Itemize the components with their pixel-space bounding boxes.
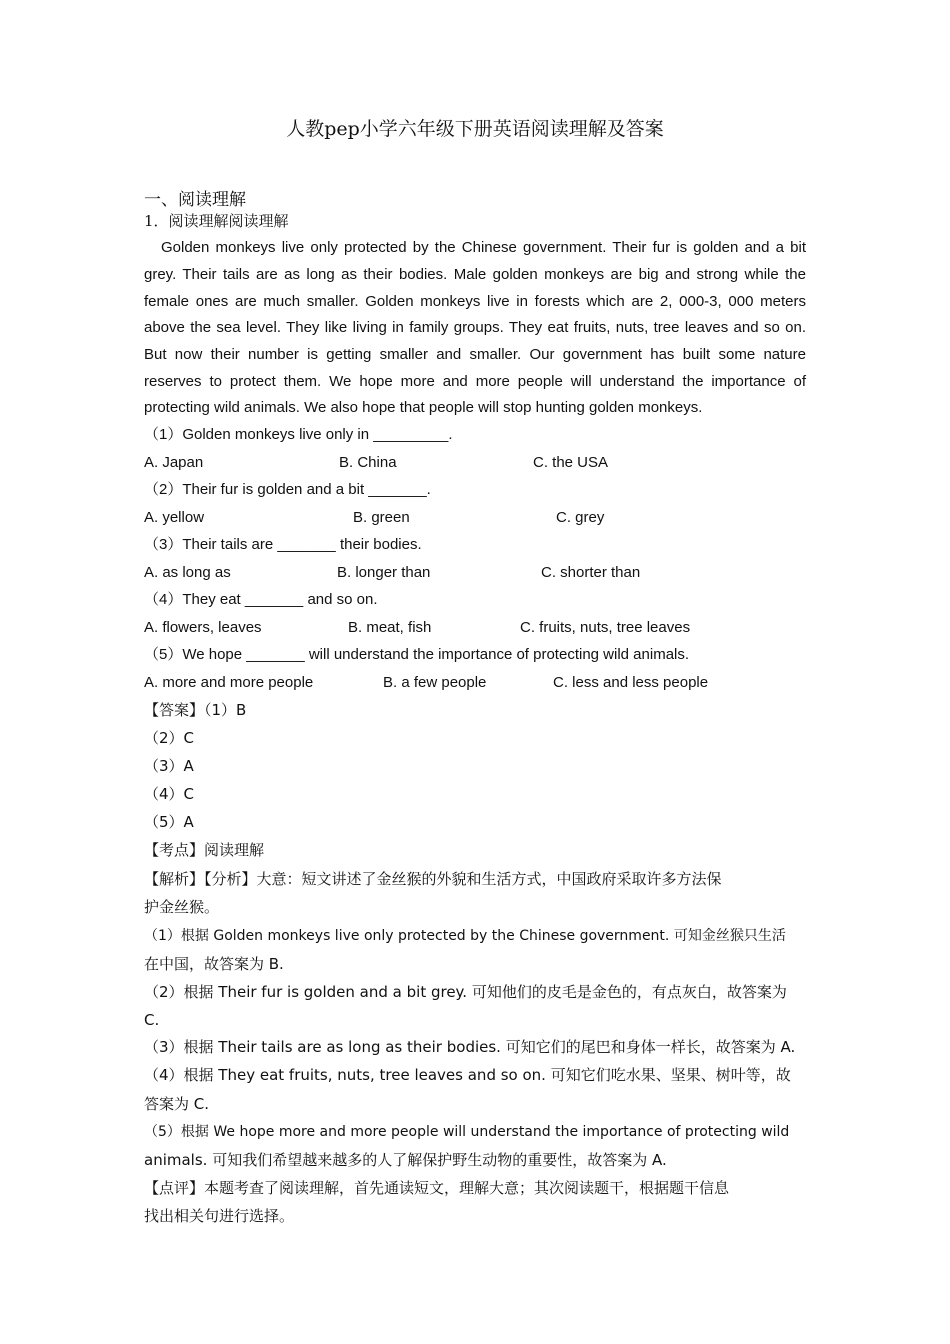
analysis-line: （3）根据 Their tails are as long as their bodies. 可知它们的尾巴和身体一样长，故答案为 A. [144, 1038, 796, 1056]
analysis-line: （1）根据 Golden monkeys live only protected by the Chinese government. 可知金丝猴只生活 [144, 928, 786, 944]
analysis-line: 在中国，故答案为 B. [144, 955, 284, 973]
section-heading: 一、阅读理解 [144, 190, 246, 210]
kaodian-line: 【考点】阅读理解 [144, 841, 265, 859]
passage-line: But now their number is getting smaller and smaller. Our government has built some nature [144, 346, 806, 363]
option-a: A. Japan [144, 454, 204, 471]
analysis-line: C. [144, 1011, 160, 1029]
question-stem: （5）We hope _______ will understand the importance of protecting wild animals. [144, 646, 690, 663]
analysis-line: 护金丝猴。 [144, 898, 220, 916]
passage-line: Golden monkeys live only protected by the Chinese government. Their fur is golden and a bit [144, 239, 806, 256]
option-b: B. meat, fish [348, 619, 432, 636]
option-c: C. shorter than [541, 564, 641, 581]
analysis-line: 答案为 C. [144, 1095, 210, 1113]
option-b: B. longer than [337, 564, 431, 581]
question-stem: （1）Golden monkeys live only in _________. [144, 426, 453, 443]
option-b: B. green [353, 509, 410, 526]
question-heading: 1．阅读理解阅读理解 [144, 212, 289, 230]
question-stem: （4）They eat _______ and so on. [144, 591, 378, 608]
option-c: C. less and less people [553, 674, 709, 691]
question-stem: （2）Their fur is golden and a bit _______. [144, 481, 431, 498]
option-a: A. more and more people [144, 674, 314, 691]
dianping-line: 【点评】本题考查了阅读理解，首先通读短文，理解大意；其次阅读题干，根据题干信息 [144, 1179, 730, 1197]
answer-line: 【答案】（1）B [144, 701, 247, 719]
question-stem: （3）Their tails are _______ their bodies. [144, 536, 422, 553]
passage-line: reserves to protect them. We hope more and more people will understand the importance of [144, 373, 806, 390]
analysis-line: animals. 可知我们希望越来越多的人了解保护野生动物的重要性，故答案为 A. [144, 1151, 667, 1169]
analysis-line: （5）根据 We hope more and more people will understand the importance of protecting wild [144, 1124, 790, 1140]
passage-line: protecting wild animals. We also hope that people will stop hunting golden monkeys. [144, 399, 703, 416]
answer-line: （3）A [144, 757, 194, 775]
option-c: C. the USA [533, 454, 609, 471]
passage-line: female ones are much smaller. Golden monkeys live in forests which are 2, 000-3, 000 meters [144, 293, 806, 310]
option-c: C. grey [556, 509, 605, 526]
option-b: B. a few people [383, 674, 487, 691]
analysis-line: （4）根据 They eat fruits, nuts, tree leaves and so on. 可知它们吃水果、坚果、树叶等，故 [144, 1066, 791, 1084]
analysis-line: （2）根据 Their fur is golden and a bit grey. 可知他们的皮毛是金色的，有点灰白，故答案为 [144, 983, 787, 1001]
option-a: A. yellow [144, 509, 205, 526]
answer-line: （5）A [144, 813, 194, 831]
page-title: 人教pep小学六年级下册英语阅读理解及答案 [286, 118, 664, 140]
option-c: C. fruits, nuts, tree leaves [520, 619, 691, 636]
dianping-line: 找出相关句进行选择。 [144, 1207, 295, 1225]
answer-line: （2）C [144, 729, 195, 747]
answer-line: （4）C [144, 785, 195, 803]
passage-line: above the sea level. They like living in family groups. They eat fruits, nuts, tree leaves and so on. [144, 319, 806, 336]
option-b: B. China [339, 454, 397, 471]
passage-line: grey. Their tails are as long as their bodies. Male golden monkeys are big and strong while the [144, 266, 806, 283]
option-a: A. as long as [144, 564, 231, 581]
analysis-line: 【解析】【分析】大意：短文讲述了金丝猴的外貌和生活方式，中国政府采取许多方法保 [144, 870, 722, 888]
option-a: A. flowers, leaves [144, 619, 262, 636]
